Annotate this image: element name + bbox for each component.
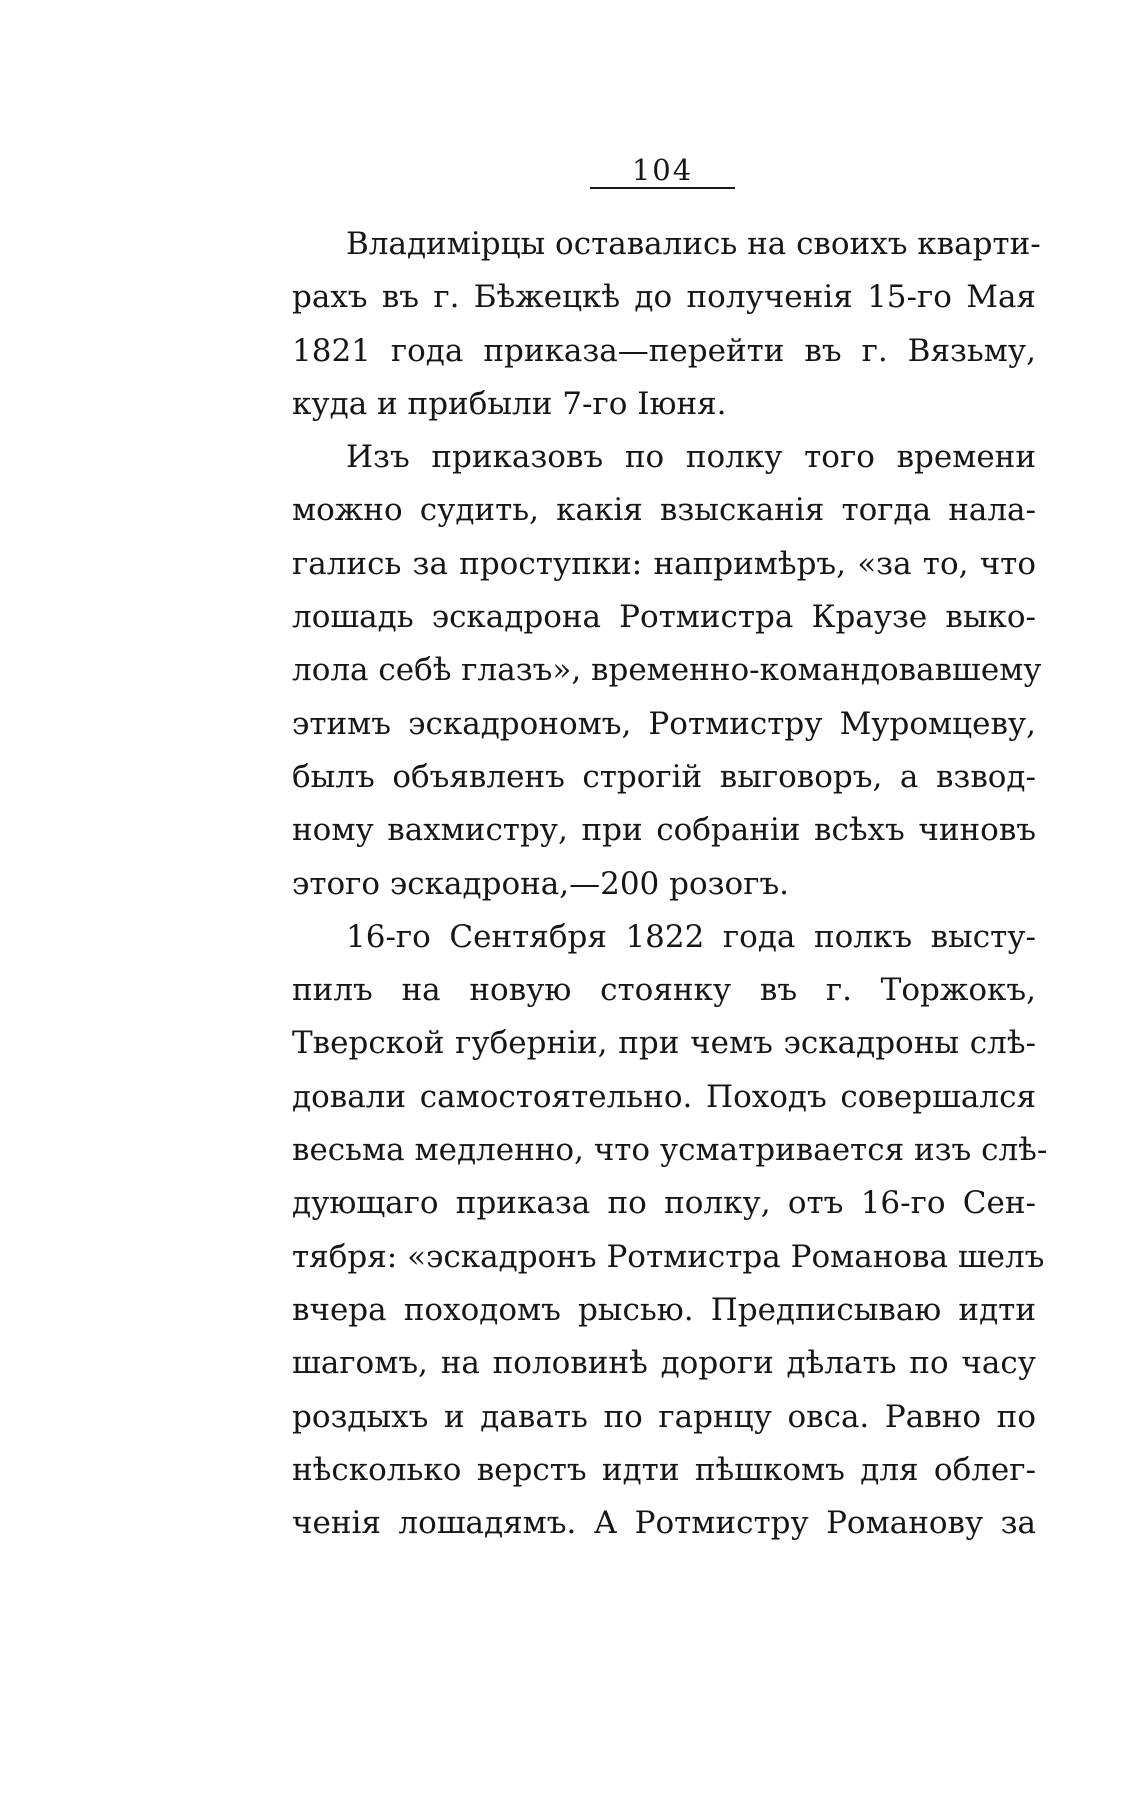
- text-line: гались за проступки: напримѣръ, «за то, что: [292, 545, 1036, 582]
- paragraph-3: [292, 911, 1048, 1551]
- text-line: нѣсколько верстъ идти пѣшкомъ для облег-: [292, 1451, 1036, 1488]
- text-line: можно судить, какія взысканія тогда нала-: [292, 492, 1036, 529]
- text-line: этого эскадрона,—200 розогъ.: [292, 865, 790, 902]
- text-line: роздыхъ и давать по гарнцу овса. Равно по: [292, 1398, 1036, 1435]
- text-line: 1821 года приказа—перейти въ г. Вязьму,: [292, 332, 1036, 369]
- text-line: куда и прибыли 7-го Іюня.: [292, 385, 727, 422]
- text-line: 16-го Сентября 1822 года полкъ высту-: [346, 918, 1036, 955]
- page-number: 104: [631, 153, 694, 187]
- text-line: лола себѣ глазъ», временно-командовавшему: [292, 652, 1042, 689]
- text-line: ченія лошадямъ. А Ротмистру Романову за: [292, 1505, 1036, 1542]
- text-line: Изъ приказовъ по полку того времени: [346, 439, 1036, 476]
- text-line: вчера походомъ рысью. Предписываю идти: [292, 1291, 1036, 1328]
- text-line: весьма медленно, что усматривается изъ слѣ-: [292, 1132, 1048, 1169]
- text-line: былъ объявленъ строгій выговоръ, а взвод-: [292, 758, 1036, 795]
- paragraph-1: [292, 218, 1041, 431]
- text-line: рахъ въ г. Бѣжецкѣ до полученія 15-го Мая: [292, 279, 1036, 316]
- text-line: тября: «эскадронъ Ротмистра Романова шелъ: [292, 1238, 1045, 1275]
- text-line: этимъ эскадрономъ, Ротмистру Муромцеву,: [292, 705, 1036, 742]
- text-line: ному вахмистру, при собраніи всѣхъ чиновъ: [292, 812, 1036, 849]
- text-line: довали самостоятельно. Походъ совершался: [292, 1078, 1036, 1115]
- text-line: шагомъ, на половинѣ дороги дѣлать по часу: [292, 1345, 1036, 1382]
- text-line: пилъ на новую стоянку въ г. Торжокъ,: [292, 972, 1036, 1009]
- paragraph-2: [292, 431, 1042, 911]
- text-line: дующаго приказа по полку, отъ 16-го Сен-: [292, 1185, 1036, 1222]
- body-text: [292, 218, 1048, 1550]
- text-line: Владимірцы оставались на своихъ кварти-: [346, 226, 1041, 262]
- text-line: лошадь эскадрона Ротмистра Краузе выко-: [292, 599, 1036, 636]
- text-line: Тверской губерніи, при чемъ эскадроны слѣ-: [292, 1025, 1036, 1062]
- page-number-rule: [590, 187, 735, 189]
